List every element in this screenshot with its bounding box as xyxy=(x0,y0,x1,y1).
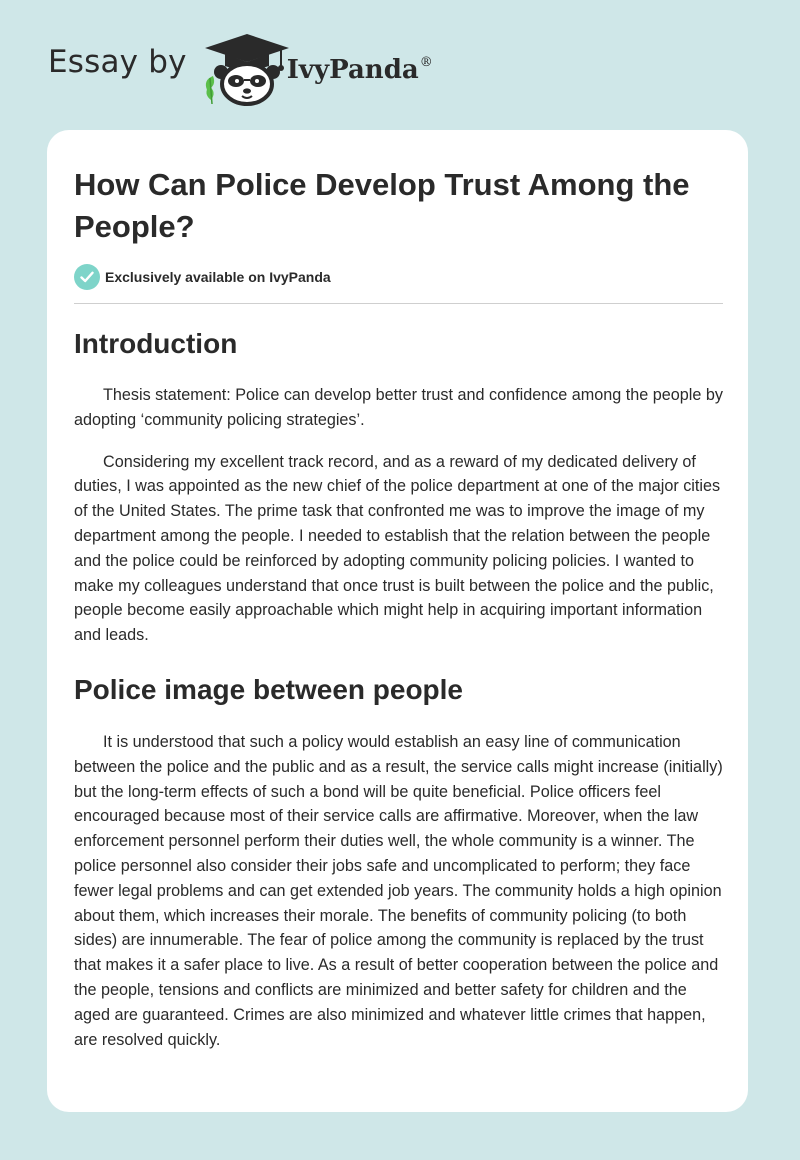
exclusive-badge xyxy=(74,263,724,291)
registered-mark: ® xyxy=(419,55,433,70)
check-icon xyxy=(74,264,100,290)
brand-name[interactable] xyxy=(287,55,433,85)
section-heading-introduction: Introduction xyxy=(74,328,238,359)
brand-label: IvyPanda xyxy=(286,55,419,85)
divider xyxy=(74,303,723,304)
paragraph-police-image: It is understood that such a policy would establish an easy line of communication between the police and the public and as a result, the service calls might increase (initially) but the long-term effects of such a bond will be quite beneficial. Police officers feel encouraged because most of their service calls are affirmative. Moreover, when the law enforcement personnel perform their duties well, the whole community is a winner. The police personnel also consider their jobs safe and uncomplicated to perform; they face fewer legal problems and can get extended job years. The community holds a high opinion about them, which increases their morale. The benefits of community policing (to both sides) are innumerable. The fear of police among the community is replaced by the trust that makes it a safer place to live. As a result of better cooperation between the police and the people, tensions and conflicts are minimized and better safety for children and the aged are guaranteed. Crimes are also minimized and whatever little crimes that happen, are resolved quickly. xyxy=(74,732,723,1049)
essay-card xyxy=(47,130,748,1112)
page-title: How Can Police Develop Trust Among the People? xyxy=(74,167,690,244)
section-heading-police-image: Police image between people xyxy=(74,673,464,705)
essay-by-label: Essay by xyxy=(48,44,187,80)
site-header xyxy=(48,28,433,108)
exclusive-label: Exclusively available on IvyPanda xyxy=(105,269,331,285)
paragraph-background: Considering my excellent track record, and as a reward of my dedicated delivery of duties, I was appointed as the new chief of the police department at one of the major cities of the United States. The prime task that confronted me was to improve the image of my department among the people. I needed to establish that the relation between the people and the police could be reinforced by adopting community policing policies. I wanted to make my colleagues understand that once trust is built between the police and the public, people become easily approachable which might help in acquiring important information and leads. xyxy=(74,452,721,645)
panda-graduate-icon[interactable] xyxy=(201,28,293,108)
essay-content xyxy=(74,164,724,1052)
paragraph-thesis: Thesis statement: Police can develop better trust and confidence among the people by adopting ‘community policing strategies’. xyxy=(74,386,724,429)
